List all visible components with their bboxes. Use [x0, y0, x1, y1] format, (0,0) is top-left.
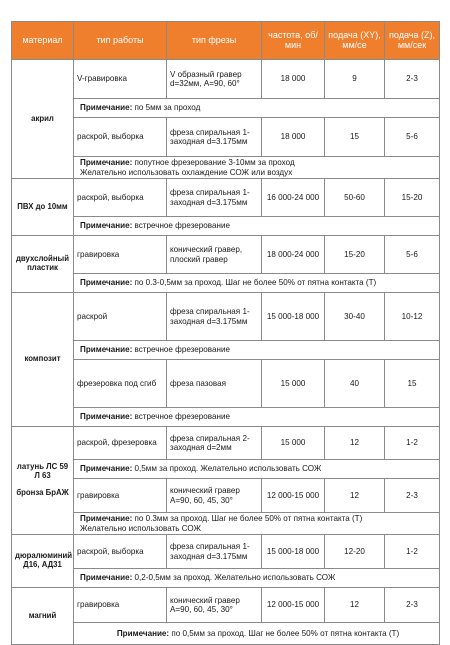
- frequency-cell: 15 000: [262, 427, 325, 460]
- feed-z-cell: 2-3: [385, 60, 440, 99]
- header-feed-xy: подача (XY), мм/се: [325, 22, 385, 60]
- milling-modes-table: [11, 21, 440, 645]
- note-label: Примечание:: [80, 345, 133, 355]
- table-row: [12, 360, 440, 408]
- feed-xy-cell: 12-20: [325, 535, 385, 569]
- feed-z-cell: 15: [385, 360, 440, 408]
- table-row: [12, 293, 440, 341]
- feed-xy-cell: 15-20: [325, 236, 385, 274]
- note-cell: [74, 460, 440, 479]
- note-text: по 0.3-0,5мм за проход. Шаг не более 50% от пятна контакта (Т): [134, 278, 377, 288]
- cutter-type-cell: фреза спиральная 1-заходная d=3.175мм: [167, 535, 262, 569]
- cutter-type-cell: фреза спиральная 1-заходная d=3.175мм: [167, 179, 262, 217]
- note-cell: [74, 569, 440, 588]
- work-type-cell: раскрой, фрезеровка: [74, 427, 167, 460]
- note-text: встречное фрезерование: [134, 345, 230, 355]
- note-cell: [74, 217, 440, 236]
- work-type-cell: гравировка: [74, 236, 167, 274]
- frequency-cell: 12 000-15 000: [262, 479, 325, 513]
- note-cell: [74, 341, 440, 360]
- cutter-type-cell: V образный гравер d=32мм, A=90, 60°: [167, 60, 262, 99]
- feed-xy-cell: 12: [325, 427, 385, 460]
- note-label: Примечание:: [116, 628, 170, 638]
- note-label: Примечание:: [80, 158, 133, 168]
- frequency-cell: 15 000-18 000: [262, 293, 325, 341]
- note-cell: [74, 408, 440, 427]
- frequency-cell: 15 000: [262, 360, 325, 408]
- feed-xy-cell: 50-60: [325, 179, 385, 217]
- note-label: Примечание:: [80, 464, 133, 474]
- feed-xy-cell: 12: [325, 479, 385, 513]
- header-material: материал: [12, 22, 74, 60]
- note-text: по 0.3мм за проход. Шаг не более 50% от пятна контакта (Т): [134, 514, 363, 524]
- feed-xy-cell: 12: [325, 588, 385, 623]
- note-row: [12, 274, 440, 293]
- feed-z-cell: 5-6: [385, 236, 440, 274]
- frequency-cell: 18 000-24 000: [262, 236, 325, 274]
- feed-z-cell: 10-12: [385, 293, 440, 341]
- note-text: 0,5мм за проход. Желательно использовать СОЖ: [134, 464, 322, 474]
- material-cell-magnesium: магний: [12, 588, 74, 645]
- note-label: Примечание:: [80, 103, 133, 113]
- material-cell-acrylic: акрил: [12, 60, 74, 179]
- note-cell: [74, 274, 440, 293]
- cutter-type-cell: фреза спиральная 1-заходная d=3.175мм: [167, 293, 262, 341]
- header-row: [12, 22, 440, 60]
- note-label: Примечание:: [80, 514, 133, 524]
- note-row: [12, 217, 440, 236]
- header-work-type: тип работы: [74, 22, 167, 60]
- note-row: [12, 569, 440, 588]
- note-text: по 0,5мм за проход. Шаг не более 50% от пятна контакта (Т): [171, 628, 400, 638]
- note-row: [12, 513, 440, 535]
- material-cell-brass-bronze: [12, 427, 74, 535]
- work-type-cell: V-гравировка: [74, 60, 167, 99]
- note-text: встречное фрезерование: [134, 412, 230, 422]
- work-type-cell: гравировка: [74, 588, 167, 623]
- feed-z-cell: 2-3: [385, 588, 440, 623]
- note-label: Примечание:: [80, 221, 133, 231]
- cutter-type-cell: конический гравер A=90, 60, 45, 30°: [167, 479, 262, 513]
- feed-xy-cell: 15: [325, 118, 385, 157]
- work-type-cell: раскрой, выборка: [74, 118, 167, 157]
- table-row: [12, 479, 440, 513]
- material-cell-bilayer: двухслойный пластик: [12, 236, 74, 293]
- material-cell-duralumin: дюралюминий Д16, АД31: [12, 535, 74, 588]
- material-cell-pvc: ПВХ до 10мм: [12, 179, 74, 236]
- note-text-line-2: Желательно использовать СОЖ: [80, 523, 201, 533]
- note-cell: [74, 623, 440, 645]
- table-row: [12, 60, 440, 99]
- note-row: [12, 460, 440, 479]
- feed-xy-cell: 40: [325, 360, 385, 408]
- frequency-cell: 18 000: [262, 60, 325, 99]
- frequency-cell: 12 000-15 000: [262, 588, 325, 623]
- material-cell-composite: композит: [12, 293, 74, 427]
- table-row: [12, 236, 440, 274]
- feed-z-cell: 15-20: [385, 179, 440, 217]
- cutter-type-cell: фреза спиральная 2-заходная d=2мм: [167, 427, 262, 460]
- work-type-cell: фрезеровка под сгиб: [74, 360, 167, 408]
- feed-z-cell: 1-2: [385, 535, 440, 569]
- note-row: [12, 99, 440, 118]
- note-row: [12, 157, 440, 179]
- note-cell: [74, 99, 440, 118]
- work-type-cell: раскрой, выборка: [74, 179, 167, 217]
- header-frequency: частота, об/мин: [262, 22, 325, 60]
- note-text: 0,2-0,5мм за проход. Желательно использовать СОЖ: [134, 573, 336, 583]
- feed-xy-cell: 9: [325, 60, 385, 99]
- cutter-type-cell: конический гравер A=90, 60, 45, 30°: [167, 588, 262, 623]
- cutter-type-cell: конический гравер, плоский гравер: [167, 236, 262, 274]
- material-label-brass: латунь ЛС 59 Л 63: [16, 462, 69, 481]
- feed-z-cell: 1-2: [385, 427, 440, 460]
- note-row: [12, 408, 440, 427]
- note-text: попутное фрезерование 3-10мм за проход: [134, 158, 295, 168]
- frequency-cell: 18 000: [262, 118, 325, 157]
- note-text: встречное фрезерование: [134, 221, 230, 231]
- work-type-cell: гравировка: [74, 479, 167, 513]
- note-label: Примечание:: [80, 573, 133, 583]
- work-type-cell: раскрой, выборка: [74, 535, 167, 569]
- note-row: [12, 623, 440, 645]
- note-cell: [74, 513, 440, 535]
- header-feed-z: подача (Z), мм/сек: [385, 22, 440, 60]
- table-row: [12, 427, 440, 460]
- table-row: [12, 118, 440, 157]
- cutter-type-cell: фреза пазовая: [167, 360, 262, 408]
- cutter-type-cell: фреза спиральная 1-заходная d=3.175мм: [167, 118, 262, 157]
- table-row: [12, 179, 440, 217]
- note-row: [12, 341, 440, 360]
- note-text: по 5мм за проход: [134, 103, 201, 113]
- header-cutter-type: тип фрезы: [167, 22, 262, 60]
- table-row: [12, 535, 440, 569]
- frequency-cell: 15 000-18 000: [262, 535, 325, 569]
- work-type-cell: раскрой: [74, 293, 167, 341]
- note-label: Примечание:: [80, 412, 133, 422]
- table-row: [12, 588, 440, 623]
- feed-z-cell: 2-3: [385, 479, 440, 513]
- note-text-line-2: Желательно использовать охлаждение СОЖ или воздух: [80, 167, 293, 177]
- material-label-bronze: бронза БрАЖ: [16, 487, 69, 497]
- note-label: Примечание:: [80, 278, 133, 288]
- note-cell: [74, 157, 440, 179]
- feed-z-cell: 5-6: [385, 118, 440, 157]
- feed-xy-cell: 30-40: [325, 293, 385, 341]
- frequency-cell: 16 000-24 000: [262, 179, 325, 217]
